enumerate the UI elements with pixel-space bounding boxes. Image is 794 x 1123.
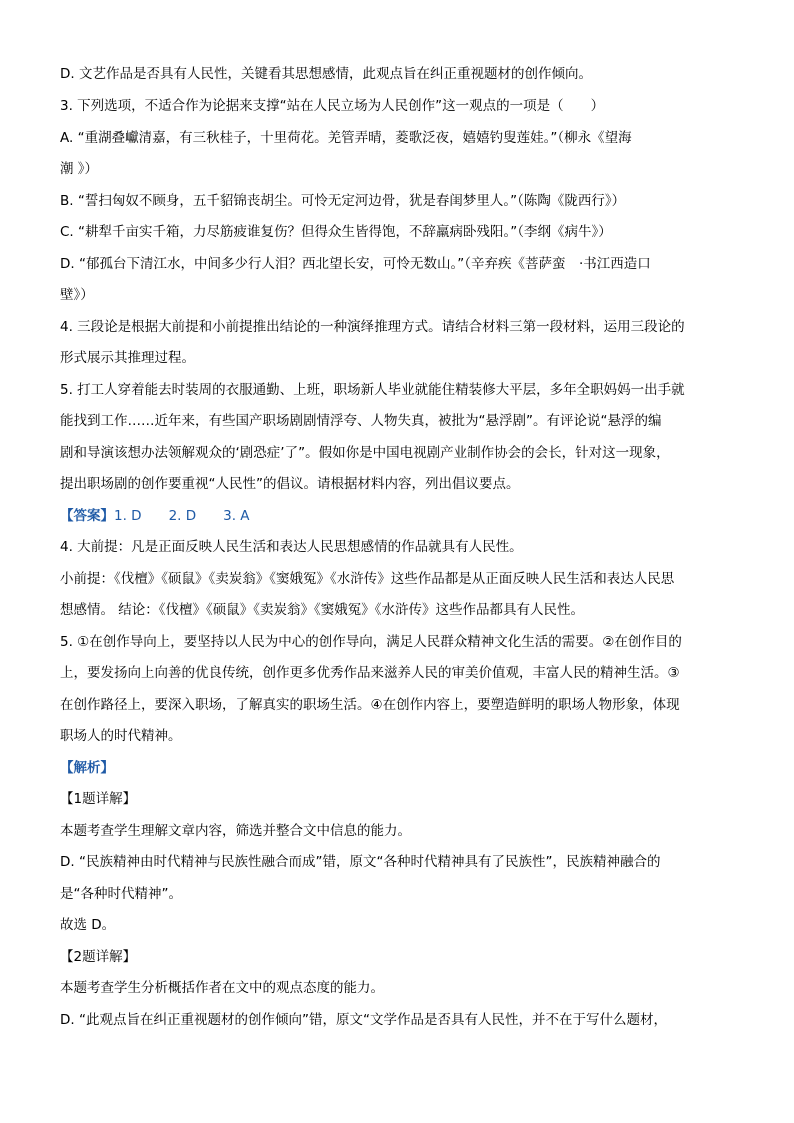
answer-5-line2: 上，要发扬向上向善的优良传统，创作更多优秀作品来滋养人民的审美价值观，丰富人民的精神生活。③ [60, 665, 680, 681]
answer-5-line3: 在创作路径上，要深入职场，了解真实的职场生活。④在创作内容上，要塑造鲜明的职场人物形象，体现 [60, 697, 680, 713]
option-c-q3: C. “耕犁千亩实千箱，力尽筋疲谁复伤？但得众生皆得饱，不辞羸病卧残阳。”（李纲《病牛》） [60, 224, 612, 240]
detail-1-choice: 故选 D。 [60, 917, 116, 933]
detail-2-intro: 本题考查学生分析概括作者在文中的观点态度的能力。 [60, 980, 384, 996]
answer-line [60, 506, 730, 526]
option-a-q3: A. “重湖叠巘清嘉，有三秋桂子，十里荷花。羌管弄晴，菱歌泛夜，嬉嬉钓叟莲娃。”（柳永《望海 [60, 130, 632, 146]
question-5-stem: 5. 打工人穿着能去时装周的衣服通勤、上班，职场新人毕业就能住精装修大平层，多年全职妈妈一出手就 [60, 382, 685, 398]
detail-1-intro: 本题考查学生理解文章内容，筛选并整合文中信息的能力。 [60, 823, 411, 839]
answer-5-line4: 职场人的时代精神。 [60, 728, 182, 744]
question-4-stem-cont: 形式展示其推理过程。 [60, 350, 195, 366]
answer-tag: 【答案】 [60, 508, 114, 524]
analysis-tag: 【解析】 [60, 760, 114, 776]
detail-1-explanation: D. “民族精神由时代精神与民族性融合而成”错，原文“各种时代精神具有了民族性”，民族精神融合的 [60, 854, 661, 870]
option-b-q3: B. “誓扫匈奴不顾身，五千貂锦丧胡尘。可怜无定河边骨，犹是春闺梦里人。”（陈陶《陇西行》） [60, 193, 626, 209]
option-d-q3-cont: 壁》） [60, 287, 94, 303]
option-d-q2: D. 文艺作品是否具有人民性，关键看其思想感情，此观点旨在纠正重视题材的创作倾向。 [60, 66, 592, 82]
question-4-stem: 4. 三段论是根据大前提和小前提推出结论的一种演绎推理方式。请结合材料三第一段材料，运用三段论的 [60, 319, 685, 335]
option-d-q3: D. “郁孤台下清江水，中间多少行人泪？西北望长安，可怜无数山。”（辛弃疾《菩萨蛮 ·书江西造口 [60, 256, 651, 272]
answer-4-minor-premise: 小前提：《伐檀》《硕鼠》《卖炭翁》《窦娥冤》《水浒传》这些作品都是从正面反映人民生活和表达人民思 [60, 571, 675, 587]
answer-4-major-premise: 4. 大前提：凡是正面反映人民生活和表达人民思想感情的作品就具有人民性。 [60, 539, 523, 555]
question-5-stem-cont3: 提出职场剧的创作要重视“人民性”的倡议。请根据材料内容，列出倡议要点。 [60, 476, 520, 492]
analysis-heading [60, 758, 730, 778]
question-3-stem: 3. 下列选项，不适合作为论据来支撑“站在人民立场为人民创作”这一观点的一项是（ ） [60, 98, 605, 114]
answer-values: 1. D 2. D 3. A [114, 508, 250, 524]
detail-1-heading: 【1题详解】 [60, 791, 137, 807]
answer-5-line1: 5. ①在创作导向上，要坚持以人民为中心的创作导向，满足人民群众精神文化生活的需要。②在创作目的 [60, 634, 682, 650]
detail-2-explanation: D. “此观点旨在纠正重视题材的创作倾向”错，原文“文学作品是否具有人民性，并不在于写什么题材， [60, 1012, 667, 1028]
option-a-q3-cont: 潮 》） [60, 161, 99, 177]
question-5-stem-cont2: 剧和导演该想办法领解观众的‘剧恐症’了”。假如你是中国电视剧产业制作协会的会长，针对这一现象， [60, 445, 670, 461]
detail-2-heading: 【2题详解】 [60, 949, 137, 965]
question-5-stem-cont1: 能找到工作……近年来，有些国产职场剧剧情浮夸、人物失真，被批为“悬浮剧”。有评论说“悬浮的编 [60, 413, 662, 429]
detail-1-explanation-cont: 是“各种时代精神”。 [60, 886, 182, 902]
answer-4-conclusion: 想感情。 结论：《伐檀》《硕鼠》《卖炭翁》《窦娥冤》《水浒传》这些作品都具有人民性。 [60, 602, 585, 618]
